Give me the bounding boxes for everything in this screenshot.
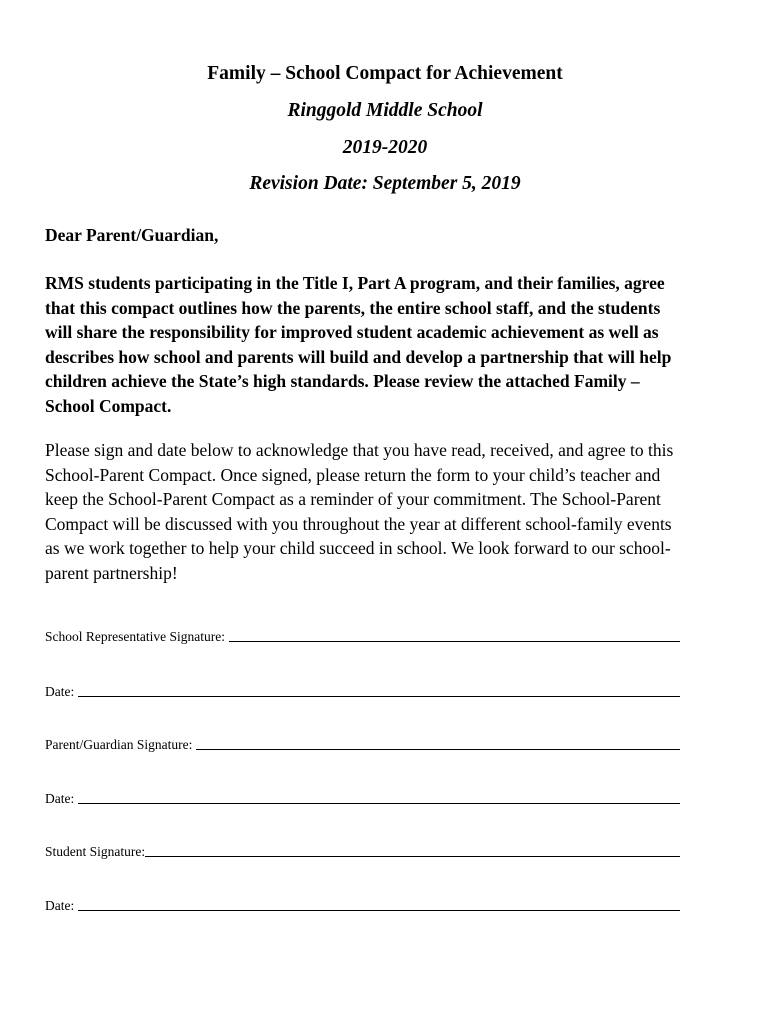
instruction-line: keep the School-Parent Compact as a reminder of your commitment. The School-Parent [45,489,661,509]
signature-label: Parent/Guardian Signature: [45,737,193,752]
school-representative-date-field[interactable] [78,680,680,697]
parent-guardian-date-field[interactable] [78,787,680,804]
parent-guardian-date-row [45,785,680,807]
date-label: Date: [45,684,75,699]
school-representative-signature-field[interactable] [229,625,680,642]
intro-line: describes how school and parents will build and develop a partnership that will help [45,346,672,367]
intro-line: RMS students participating in the Title I, Part A program, and their families, agree [45,273,665,293]
student-date-field[interactable] [78,894,680,911]
letter-greeting: Dear Parent/Guardian, [45,225,219,245]
school-representative-date-row [45,678,680,700]
school-representative-signature-row [45,623,680,645]
document-title: Family – School Compact for Achievement [207,63,563,84]
school-name: Ringgold Middle School [287,100,483,121]
instruction-line: parent partnership! [45,562,178,583]
intro-line: will share the responsibility for improved student academic achievement as well as [45,322,659,342]
intro-paragraph [45,271,745,418]
instruction-line: Compact will be discussed with you throughout the year at different school-family events [45,513,672,534]
intro-line: School Compact. [45,395,172,416]
parent-guardian-signature-row [45,731,680,753]
student-signature-row [45,838,680,860]
intro-line: that this compact outlines how the parents, the entire school staff, and the students [45,297,661,318]
revision-date: Revision Date: September 5, 2019 [249,173,521,194]
signature-label: School Representative Signature: [45,629,225,644]
student-date-row [45,892,680,914]
date-label: Date: [45,791,75,806]
student-signature-field[interactable] [145,840,680,857]
instruction-paragraph [45,438,745,585]
instruction-line: School-Parent Compact. Once signed, please return the form to your child’s teacher and [45,464,661,485]
instruction-line: as we work together to help your child succeed in school. We look forward to our school- [45,538,671,558]
school-year: 2019-2020 [342,137,428,158]
date-label: Date: [45,898,75,913]
instruction-line: Please sign and date below to acknowledge that you have read, received, and agree to this [45,440,674,460]
signature-label: Student Signature: [45,844,146,859]
parent-guardian-signature-field[interactable] [196,733,680,750]
intro-line: children achieve the State’s high standards. Please review the attached Family – [45,371,640,391]
